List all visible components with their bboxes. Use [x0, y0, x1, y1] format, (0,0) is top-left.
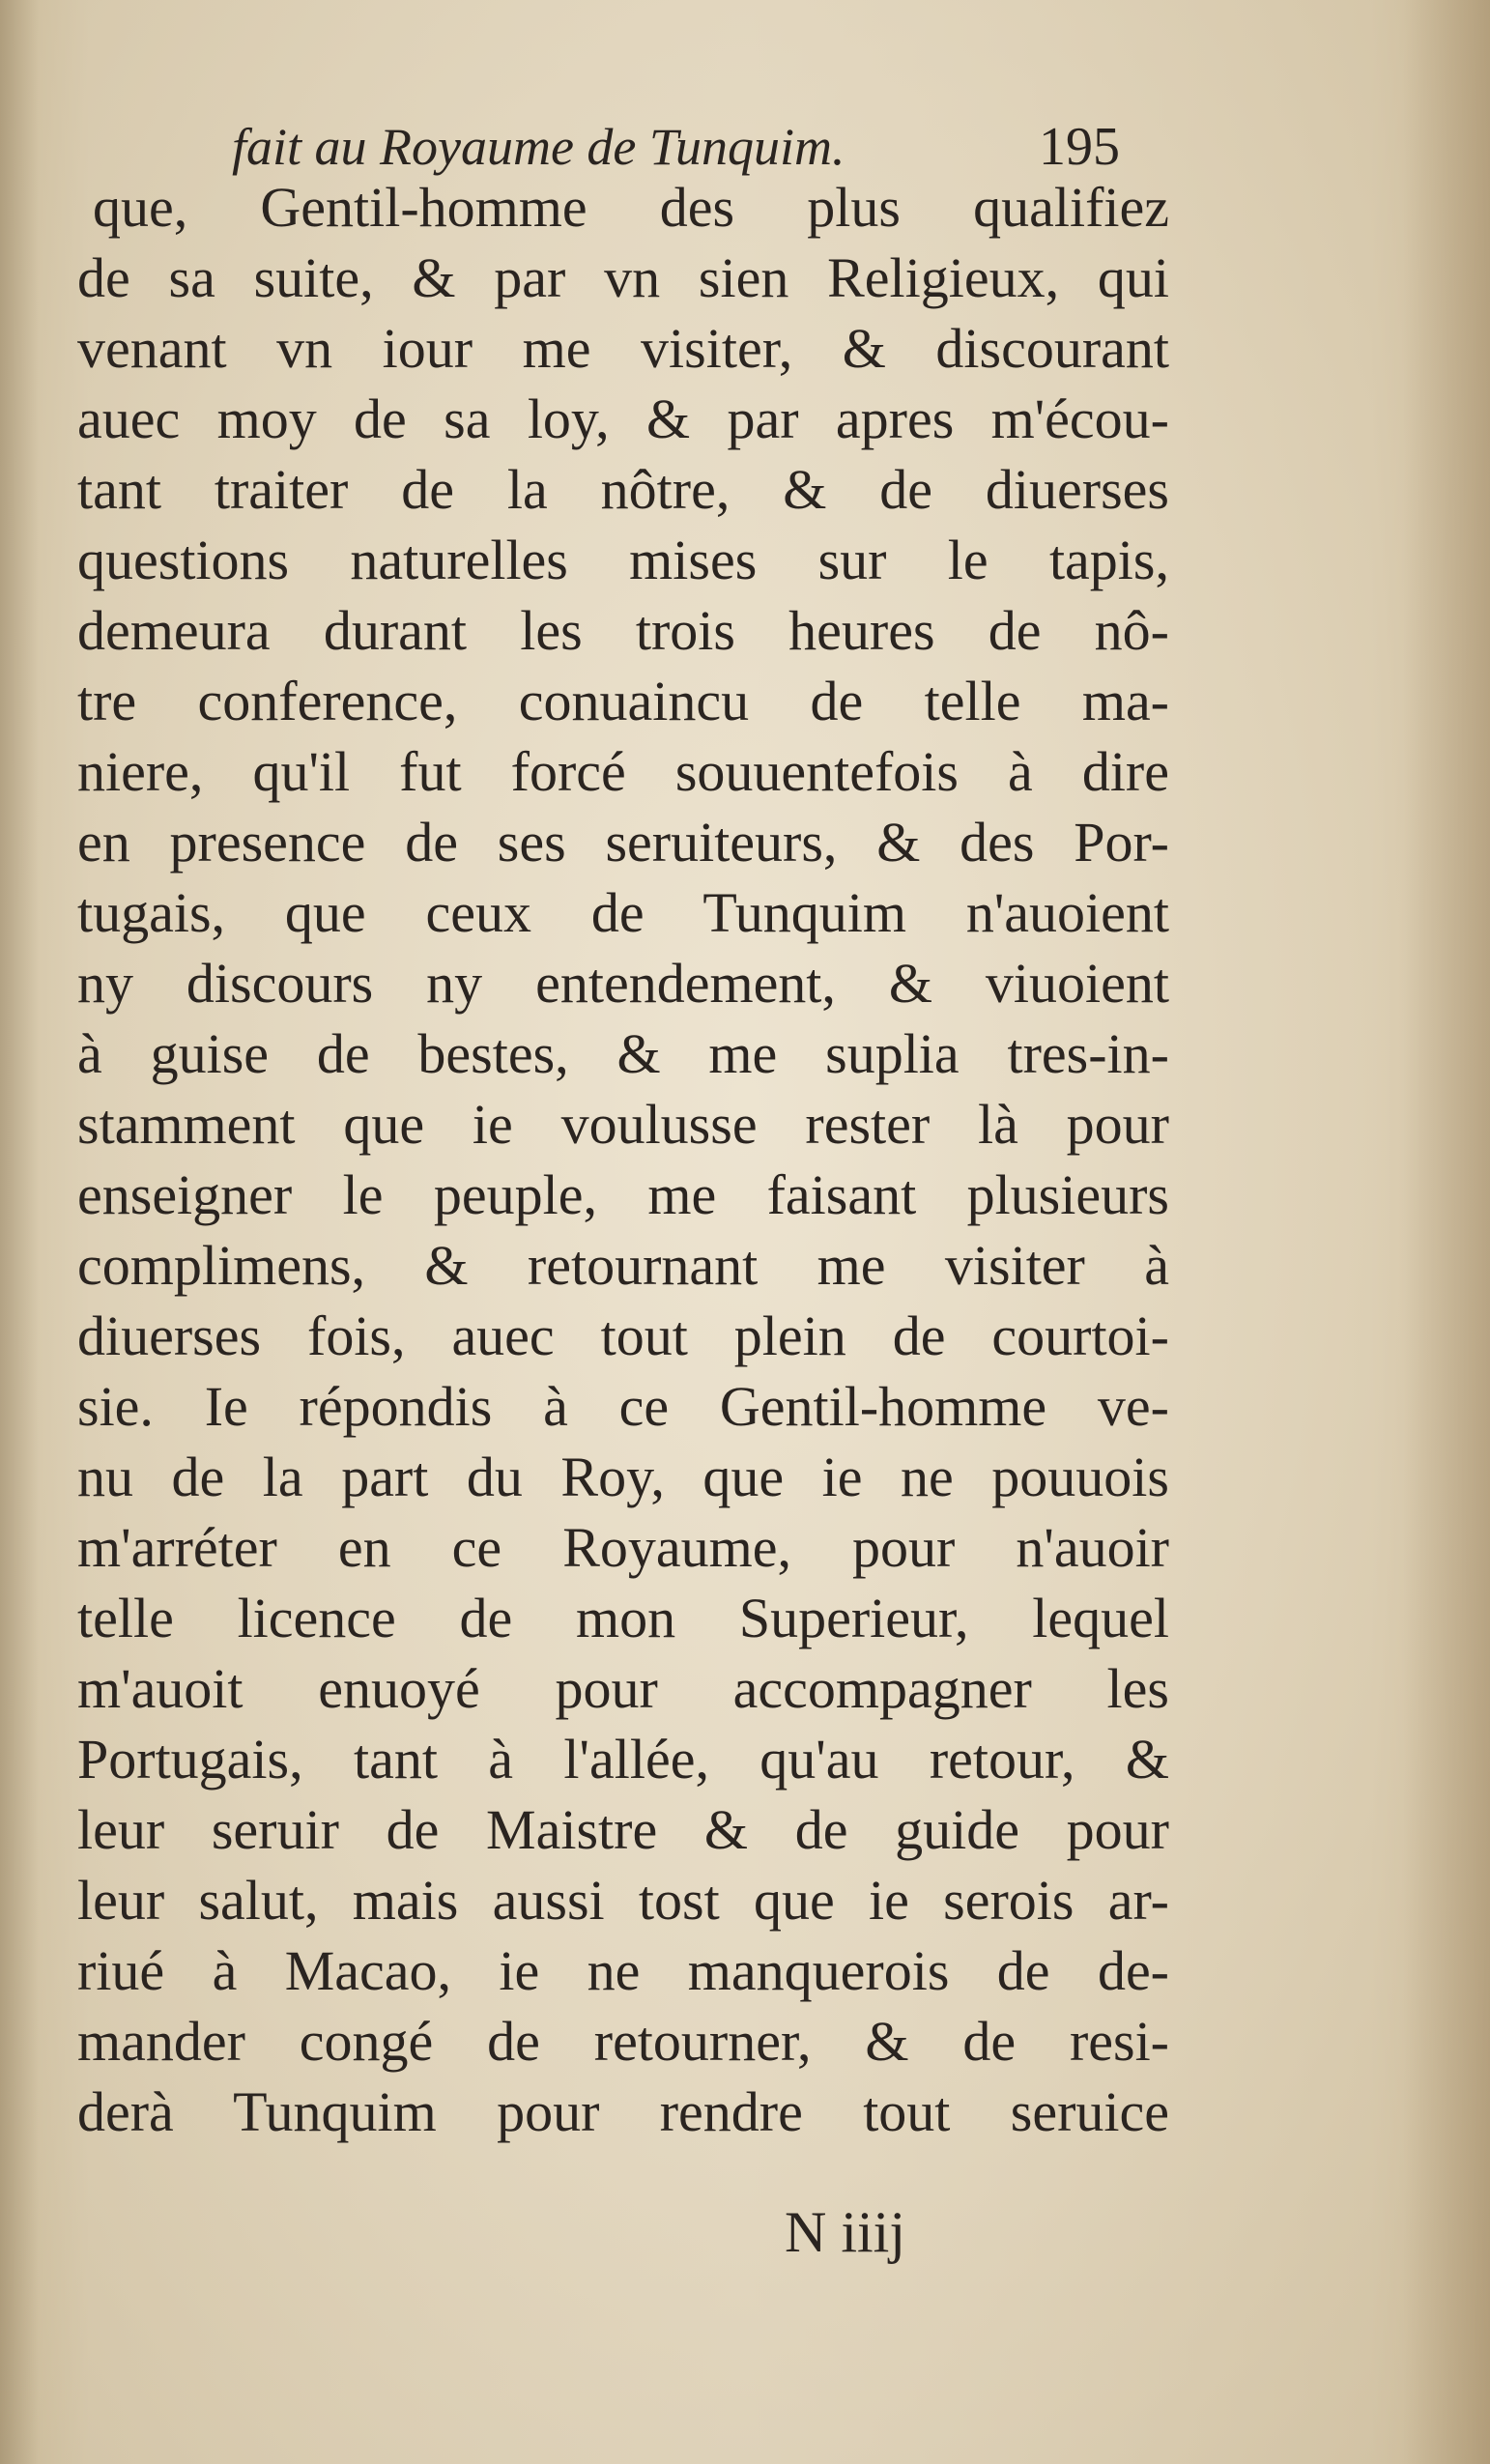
text-line: diuerses fois, auec tout plein de courtoi- [77, 1304, 1169, 1367]
page-number: 195 [1039, 117, 1120, 177]
text-line: nu de la part du Roy, que ie ne pouuois [77, 1446, 1169, 1508]
text-line: sie. Ie répondis à ce Gentil-homme ve- [77, 1375, 1169, 1438]
text-line: tre conference, conuaincu de telle ma- [77, 670, 1169, 732]
text-line: stamment que ie voulusse rester là pour [77, 1093, 1169, 1156]
text-line: de sa suite, & par vn sien Religieux, qui [77, 246, 1169, 309]
text-line: questions naturelles mises sur le tapis, [77, 529, 1169, 591]
text-line: Portugais, tant à l'allée, qu'au retour, & [77, 1728, 1169, 1791]
text-line: en presence de ses seruiteurs, & des Por- [77, 811, 1169, 874]
text-line: leur salut, mais aussi tost que ie serois ar- [77, 1869, 1169, 1932]
text-line: riué à Macao, ie ne manquerois de de- [77, 1939, 1169, 2002]
text-line: m'auoit enuoyé pour accompagner les [77, 1657, 1169, 1720]
body-text [77, 172, 1169, 2147]
signature-mark: N iiij [785, 2200, 906, 2264]
text-line: niere, qu'il fut forcé souuentefois à dire [77, 740, 1169, 803]
text-line: enseigner le peuple, me faisant plusieurs [77, 1163, 1169, 1226]
text-line: auec moy de sa loy, & par apres m'écou- [77, 387, 1169, 450]
text-line: m'arréter en ce Royaume, pour n'auoir [77, 1516, 1169, 1579]
text-line: que, Gentil-homme des plus qualifiez [93, 176, 1169, 239]
text-line: mander congé de retourner, & de resi- [77, 2010, 1169, 2073]
text-line: venant vn iour me visiter, & discourant [77, 317, 1169, 380]
text-line: leur seruir de Maistre & de guide pour [77, 1798, 1169, 1861]
text-line: ny discours ny entendement, & viuoient [77, 952, 1169, 1015]
text-line: demeura durant les trois heures de nô- [77, 599, 1169, 662]
text-line: à guise de bestes, & me suplia tres-in- [77, 1022, 1169, 1085]
text-line: derà Tunquim pour rendre tout seruice [77, 2080, 1169, 2143]
running-head: fait au Royaume de Tunquim. [232, 118, 845, 176]
text-line: tant traiter de la nôtre, & de diuerses [77, 458, 1169, 521]
text-line: telle licence de mon Superieur, lequel [77, 1587, 1169, 1649]
text-line: complimens, & retournant me visiter à [77, 1234, 1169, 1297]
text-line: tugais, que ceux de Tunquim n'auoient [77, 881, 1169, 944]
